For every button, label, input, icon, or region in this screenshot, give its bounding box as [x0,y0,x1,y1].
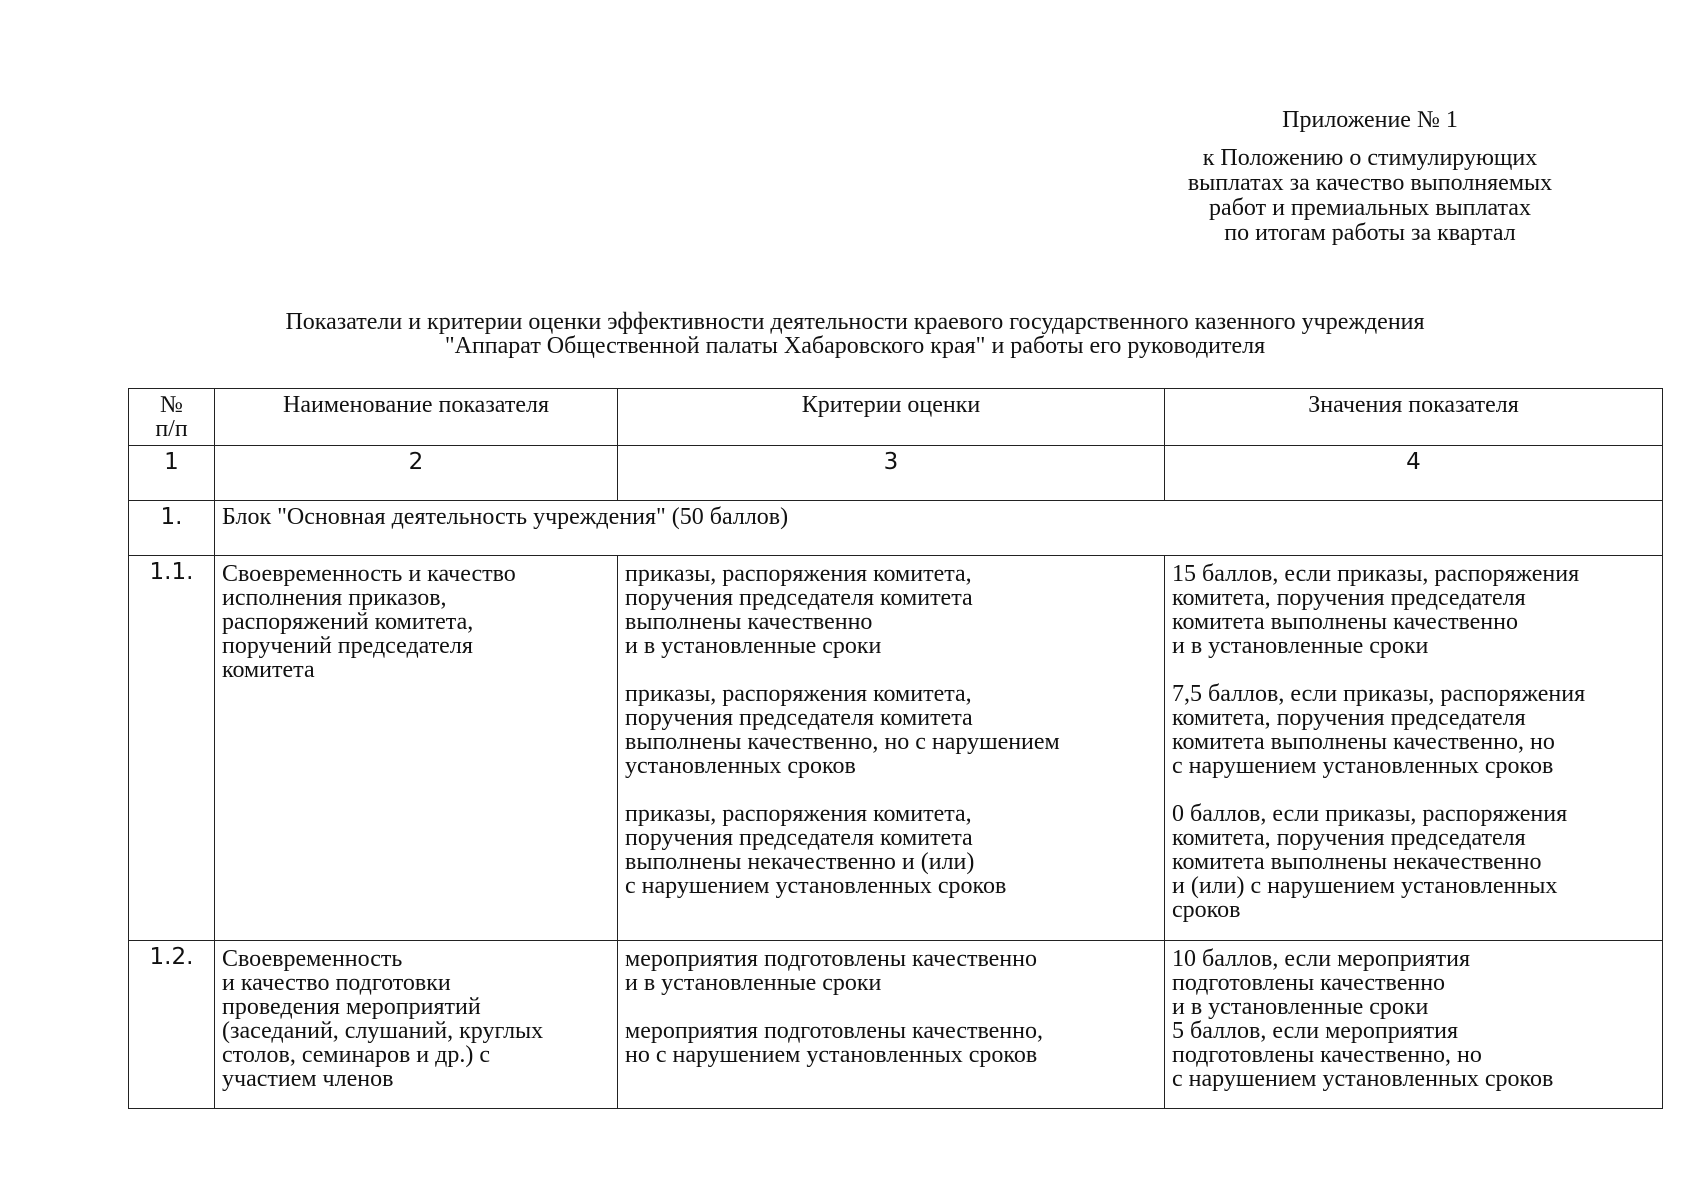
value-line: и (или) с нарушением установленных [1172,873,1558,899]
indicator-name-line: исполнения приказов, [222,585,447,611]
table-header-row [129,389,1663,446]
criterion-line: поручения председателя комитета [625,585,973,611]
column-number: 2 [215,446,618,501]
value-line: 10 баллов, если мероприятия [1172,946,1471,972]
indicator-name-line: поручений председателя [222,633,473,659]
appendix-subtitle-line: выплатах за качество выполняемых [1187,170,1553,196]
row-num: 1.1. [129,556,215,941]
document-title [120,310,1590,358]
criterion-line: но с нарушением установленных сроков [625,1042,1038,1068]
value-paragraph [1172,682,1655,778]
indicator-name-line: столов, семинаров и др.) с [222,1042,490,1068]
criterion-line: и в установленные сроки [625,970,882,996]
value-line: комитета, поручения председателя [1172,585,1526,611]
appendix-subtitle [1130,146,1610,246]
criterion-line: выполнены качественно [625,609,873,635]
criterion-line: мероприятия подготовлены качественно [625,946,1037,972]
header-values: Значения показателя [1165,389,1663,446]
criterion-paragraph [625,802,1157,898]
criterion-paragraph [625,682,1157,778]
column-number-row [129,446,1663,501]
indicator-name-line: комитета [222,657,315,683]
value-line: с нарушением установленных сроков [1172,1066,1554,1092]
criterion-line: выполнены качественно, но с нарушением [625,729,1060,755]
indicator-name-line: участием членов [222,1066,394,1092]
criterion-line: поручения председателя комитета [625,825,973,851]
value-line: подготовлены качественно [1172,970,1446,996]
value-line: 5 баллов, если мероприятия [1172,1018,1459,1044]
document-title-line: "Аппарат Общественной палаты Хабаровского края" и работы его руководителя [444,333,1266,359]
column-number: 4 [1165,446,1663,501]
criterion-line: поручения председателя комитета [625,705,973,731]
criterion-line: приказы, распоряжения комитета, [625,801,972,827]
header-num-line: п/п [155,416,188,442]
value-line: комитета выполнены качественно, но [1172,729,1555,755]
value-line: и в установленные сроки [1172,633,1429,659]
criterion-line: установленных сроков [625,753,856,779]
criteria-cell [618,556,1165,941]
values-cell [1165,556,1663,941]
criterion-paragraph [625,562,1157,658]
criterion-line: и в установленные сроки [625,633,882,659]
table-row [129,556,1663,941]
value-line: 7,5 баллов, если приказы, распоряжения [1172,681,1586,707]
appendix-subtitle-line: к Положению о стимулирующих [1202,145,1538,171]
value-line: комитета, поручения председателя [1172,705,1526,731]
criteria-cell [618,941,1165,1109]
value-line: и в установленные сроки [1172,994,1429,1020]
block-row [129,501,1663,556]
document-title-line: Показатели и критерии оценки эффективности деятельности краевого государственного казенного учреждения [285,309,1425,335]
appendix-subtitle-line: работ и премиальных выплатах [1209,195,1531,221]
value-line: 15 баллов, если приказы, распоряжения [1172,561,1580,587]
value-paragraph [1172,802,1655,922]
header-num-line: № [160,392,183,418]
criterion-line: приказы, распоряжения комитета, [625,681,972,707]
value-line: с нарушением установленных сроков [1172,753,1554,779]
header-criteria: Критерии оценки [618,389,1165,446]
criteria-table [128,388,1663,1109]
value-line: 0 баллов, если приказы, распоряжения [1172,801,1568,827]
value-line: комитета, поручения председателя [1172,825,1526,851]
criterion-line: приказы, распоряжения комитета, [625,561,972,587]
indicator-name-line: Своевременность и качество [222,561,516,587]
criterion-line: выполнены некачественно и (или) [625,849,975,875]
indicator-name-line: Своевременность [222,946,403,972]
table-row [129,941,1663,1109]
values-cell [1165,941,1663,1109]
value-line: подготовлены качественно, но [1172,1042,1482,1068]
value-line: комитета выполнены некачественно [1172,849,1542,875]
criterion-line: мероприятия подготовлены качественно, [625,1018,1043,1044]
appendix-title-text: Приложение № 1 [1282,107,1458,133]
indicator-name-line: проведения мероприятий [222,994,481,1020]
value-line: комитета выполнены качественно [1172,609,1518,635]
value-paragraph [1172,947,1655,1019]
row-num: 1.2. [129,941,215,1109]
criterion-paragraph [625,947,1157,995]
criterion-line: с нарушением установленных сроков [625,873,1007,899]
appendix-subtitle-line: по итогам работы за квартал [1224,220,1516,246]
header-num [129,389,215,446]
indicator-name-line: (заседаний, слушаний, круглых [222,1018,544,1044]
value-paragraph [1172,562,1655,658]
appendix-title [1130,108,1610,133]
indicator-name-line: и качество подготовки [222,970,451,996]
indicator-name [215,941,618,1109]
block-title: Блок "Основная деятельность учреждения" (50 баллов) [215,501,1663,556]
block-num: 1. [129,501,215,556]
criterion-paragraph [625,1019,1157,1067]
indicator-name-line: распоряжений комитета, [222,609,474,635]
value-paragraph [1172,1019,1655,1091]
value-line: сроков [1172,897,1241,923]
header-name: Наименование показателя [215,389,618,446]
indicator-name [215,556,618,941]
column-number: 3 [618,446,1165,501]
column-number: 1 [129,446,215,501]
